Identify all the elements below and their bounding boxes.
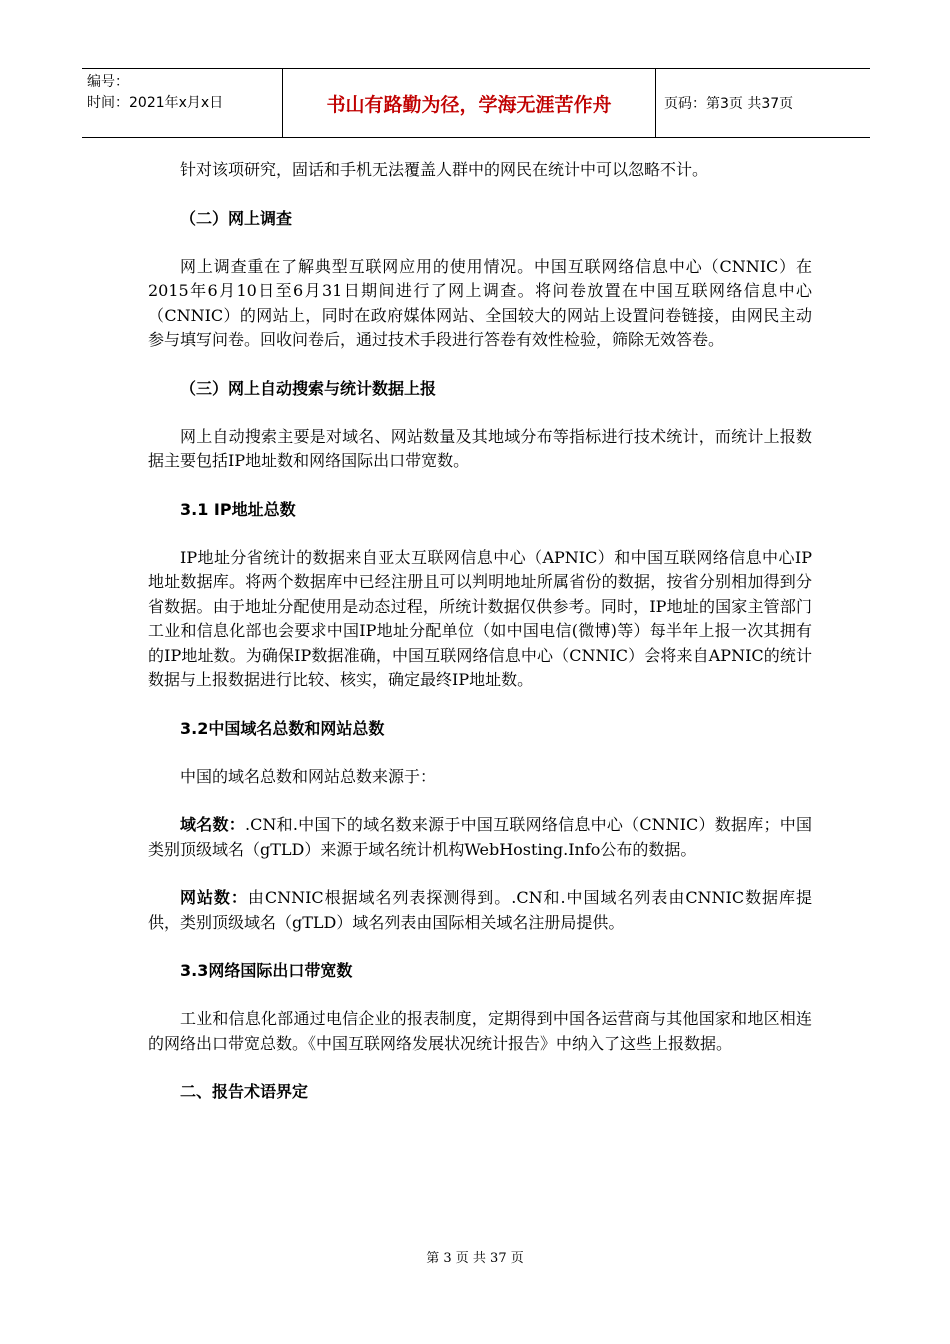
site-count-text: 由CNNIC根据域名列表探测得到。.CN和.中国域名列表由CNNIC数据库提供，类别顶级域名（gTLD）域名列表由国际相关域名注册局提供。 <box>148 888 812 932</box>
paragraph: 针对该项研究，固话和手机无法覆盖人群中的网民在统计中可以忽略不计。 <box>180 160 709 179</box>
paragraph-domain-count <box>148 813 812 862</box>
header-meta <box>82 69 282 137</box>
document-body <box>148 158 812 1128</box>
site-count-label: 网站数： <box>180 888 248 907</box>
header-page-label: 页码：第3页 共37页 <box>664 96 794 112</box>
page-header <box>82 68 870 138</box>
paragraph-site-count <box>148 886 812 935</box>
paragraph: 网上调查重在了解典型互联网应用的使用情况。中国互联网络信息中心（CNNIC）在2015年6月10日至6月31日期间进行了网上调查。将问卷放置在中国互联网络信息中心（CNNIC）的网站上，同时在政府媒体网站、全国较大的网站上设置问卷链接，由网民主动参与填写问卷。回收问卷后，通过技术手段进行答卷有效性检验，筛除无效答卷。 <box>148 256 812 349</box>
paragraph: 工业和信息化部通过电信企业的报表制度，定期得到中国各运营商与其他国家和地区相连的网络出口带宽总数。《中国互联网络发展状况统计报告》中纳入了这些上报数据。 <box>148 1009 812 1053</box>
header-motto: 书山有路勤为径，学海无涯苦作舟 <box>282 69 656 137</box>
domain-count-text: .CN和.中国下的域名数来源于中国互联网络信息中心（CNNIC）数据库；中国类别顶级域名（gTLD）来源于域名统计机构WebHosting.Info公布的数据。 <box>148 815 812 859</box>
paragraph: 网上自动搜索主要是对域名、网站数量及其地域分布等指标进行技术统计，而统计上报数据主要包括IP地址数和网络国际出口带宽数。 <box>148 426 812 470</box>
section-heading: 3.2中国域名总数和网站总数 <box>180 718 385 738</box>
date-label: 时间：2021年x月x日 <box>87 95 224 111</box>
section-heading: 二、报告术语界定 <box>180 1082 309 1101</box>
number-label: 编号： <box>87 74 129 90</box>
section-heading: 3.3网络国际出口带宽数 <box>180 961 353 980</box>
page-footer: 第 3 页 共 37 页 <box>426 1251 524 1266</box>
paragraph: 中国的域名总数和网站总数来源于： <box>180 766 437 786</box>
section-heading: （二）网上调查 <box>180 208 293 228</box>
paragraph: IP地址分省统计的数据来自亚太互联网信息中心（APNIC）和中国互联网络信息中心IP地址数据库。将两个数据库中已经注册且可以判明地址所属省份的数据，按省分别相加得到分省数据。由于地址分配使用是动态过程，所统计数据仅供参考。同时，IP地址的国家主管部门工业和信息化部也会要求中国IP地址分配单位（如中国电信(微博)等）每半年上报一次其拥有的IP地址数。为确保IP数据准确，中国互联网络信息中心（CNNIC）会将来自APNIC的统计数据与上报数据进行比较、核实，确定最终IP地址数。 <box>148 547 812 689</box>
section-heading: （三）网上自动搜索与统计数据上报 <box>180 378 437 398</box>
section-heading: 3.1 IP地址总数 <box>180 499 296 519</box>
domain-count-label: 域名数： <box>180 815 246 834</box>
